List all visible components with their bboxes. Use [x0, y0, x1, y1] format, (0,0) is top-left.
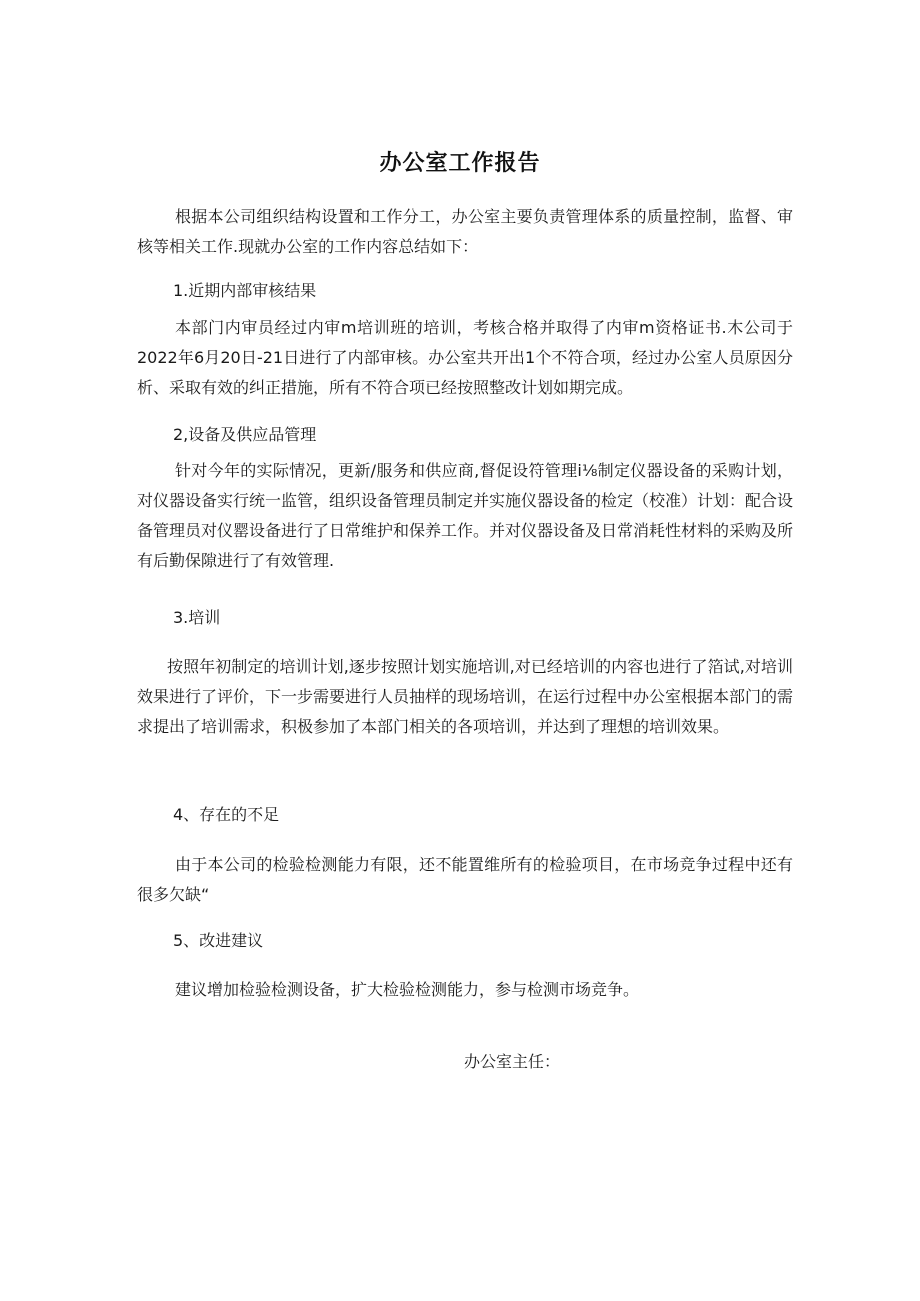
section-body-1: 本部门内审员经过内审m培训班的培训，考核合格并取得了内审m资格证书.木公司于2022年6月20日-21日进行了内部审核。办公室共开出1个不符合项，经过办公室人员原因分析、采取有效的纠正措施，所有不符合项已经按照整改计划如期完成。	[137, 318, 793, 397]
section-heading-3: 3.培训	[173, 608, 221, 627]
section-heading-4: 4、存在的不足	[173, 805, 280, 824]
section-body-5: 建议增加检验检测设备，扩大检验检测能力，参与检测市场竞争。	[175, 980, 640, 999]
intro-paragraph: 根据本公司组织结构设置和工作分工，办公室主要负责管理体系的质量控制，监督、审核等相关工作.现就办公室的工作内容总结如下：	[137, 207, 793, 256]
section-heading-1: 1.近期内部审核结果	[173, 281, 317, 300]
section-heading-2: 2,设备及供应品管理	[173, 425, 317, 444]
section-heading-5: 5、改进建议	[173, 931, 264, 950]
section-body-4: 由于本公司的检验检测能力有限，还不能置维所有的检验项目，在市场竞争过程中还有很多欠缺“	[137, 855, 793, 904]
signature-line: 办公室主任：	[464, 1052, 561, 1071]
section-body-3: 按照年初制定的培训计划,逐步按照计划实施培训,对已经培训的内容也进行了箔试,对培训效果进行了评价，下一步需要进行人员抽样的现场培训，在运行过程中办公室根据本部门的需求提出了培训需求，积极参加了本部门相关的各项培训，并达到了理想的培训效果。	[137, 657, 794, 736]
section-body-2: 针对今年的实际情况，更新/服务和供应商,督促设符管理i⅛制定仪器设备的采购计划，对仪器设备实行统一监管，组织设备管理员制定并实施仪器设备的检定（校准）计划：配合设备管理员对仪罂设备进行了日常维护和保养工作。并对仪器设备及日常消耗性材料的采购及所有后勤保隙进行了有效管理.	[137, 461, 794, 570]
document-title: 办公室工作报告	[379, 151, 541, 176]
